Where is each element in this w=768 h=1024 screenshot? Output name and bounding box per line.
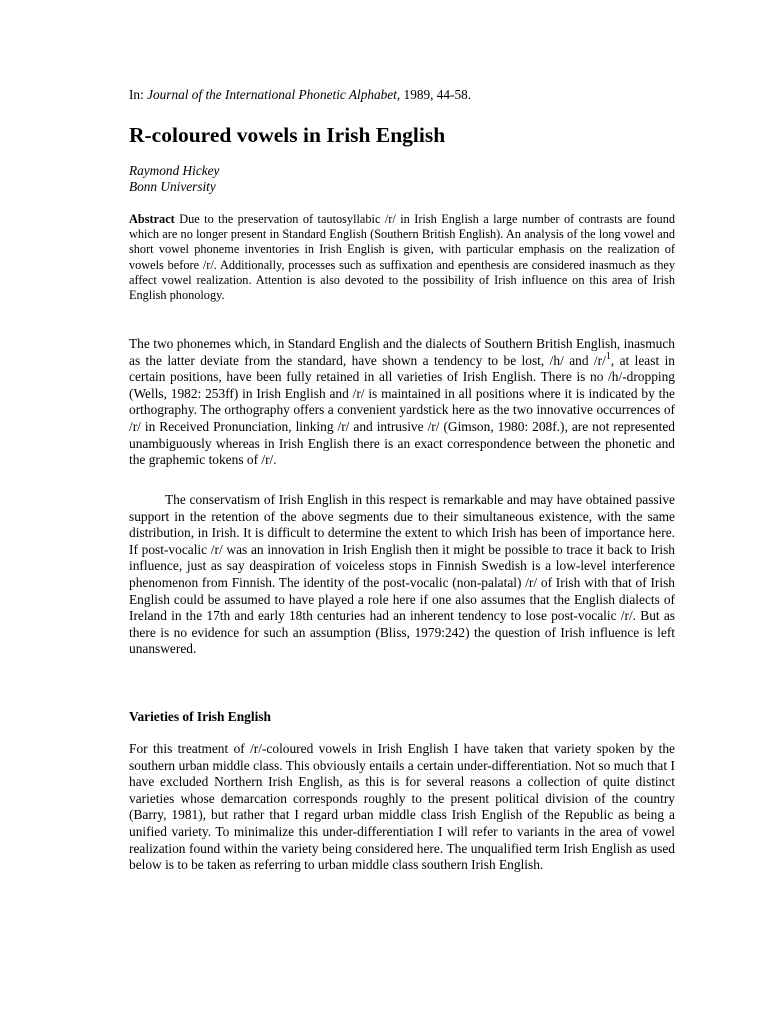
footnote-marker[interactable]: 1 — [605, 350, 611, 362]
abstract — [129, 212, 675, 303]
paragraph-1 — [129, 336, 675, 469]
citation-line — [129, 86, 471, 104]
author-name: Raymond Hickey — [129, 163, 220, 178]
journal-name: Journal of the International Phonetic Alphabet — [147, 87, 397, 102]
citation-suffix: , 1989, 44-58. — [396, 87, 472, 102]
paragraph-2: The conservatism of Irish English in this respect is remarkable and may have obtained passive support in the retention of the above segments due to their simultaneous existence, with the same distribution, in Irish. It is difficult to determine the extent to which Irish has been of importance here. If post-vocalic /r/ was an innovation in Irish English then it might be possible to trace it back to Irish influence, just as say deaspiration of voiceless stops in Finnish Swedish is a low-level interference phenomenon from Finnish. The identity of the post-vocalic (non-palatal) /r/ of Irish with that of Irish English could be assumed to have played a role here if one also assumes that the English dialects of Ireland in the 17th and early 18th centuries had an inherent tendency to lose post-vocalic /r/. But as there is no evidence for such an assumption (Bliss, 1979:242) the question of Irish influence is left unanswered. — [129, 492, 675, 657]
section-heading: Varieties of Irish English — [129, 709, 271, 724]
author-block — [129, 163, 219, 195]
paragraph-1-text-b: , at least in certain positions, have been fully retained in all varieties of Irish English. There is no /h/-dropping (Wells, 1982: 253ff) in Irish English and /r/ is maintained in all positions where it is indicated by the orthography. The orthography offers a convenient yardstick here as the two innovative occurrences of /r/ in Received Pronunciation, linking /r/ and intrusive /r/ (Gimson, 1980: 208f.), are not represented unambiguously whereas in Irish English there is an exact correspondence between the phonetic and the graphemic tokens of /r/. — [129, 352, 675, 468]
paragraph-3: For this treatment of /r/-coloured vowels in Irish English I have taken that variety spoken by the southern urban middle class. This obviously entails a certain under-differentiation. Not so much that I have excluded Northern Irish English, as this is for several reasons a collection of quite distinct varieties whose demarcation corresponds roughly to the present political division of the country (Barry, 1981), but rather that I regard urban middle class Irish English of the Republic as being a unified variety. To minimalize this under-differentiation I will refer to variants in the area of vowel realization found within the variety being considered here. The unqualified term Irish English as used below is to be taken as referring to urban middle class southern Irish English. — [129, 741, 675, 873]
author-affiliation: Bonn University — [129, 179, 216, 194]
paper-title: R-coloured vowels in Irish English — [129, 123, 446, 147]
abstract-label: Abstract — [129, 212, 175, 226]
citation-prefix: In: — [129, 87, 148, 102]
paragraph-1-text-a: The two phonemes which, in Standard English and the dialects of Southern British English, inasmuch as the latter deviate from the standard, have shown a tendency to be lost, /h/ and /r/ — [129, 336, 675, 368]
abstract-text: Due to the preservation of tautosyllabic /r/ in Irish English a large number of contrasts are found which are no longer present in Standard English (Southern British English). An analysis of the long vowel and short vowel phoneme inventories in Irish English is given, with particular emphasis on the realization of vowels before /r/. Additionally, processes such as suffixation and epenthesis are considered inasmuch as they affect vowel realization. Attention is also devoted to the possibility of Irish influence on this area of Irish English phonology. — [129, 212, 675, 303]
